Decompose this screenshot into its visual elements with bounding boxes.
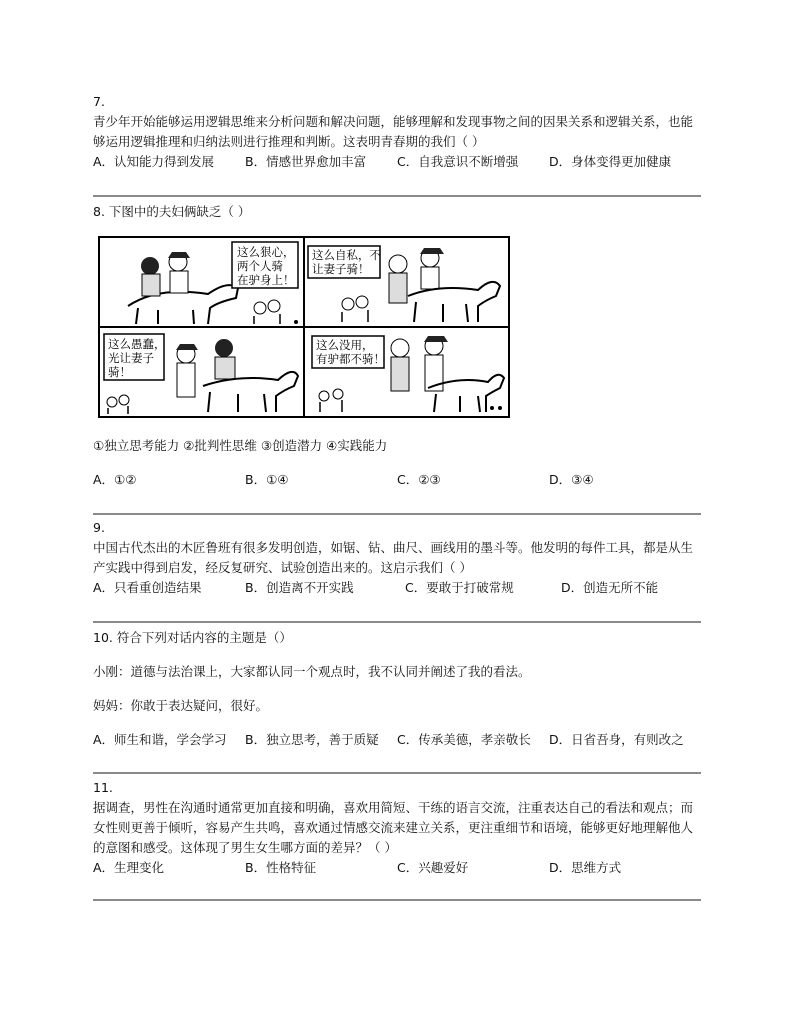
options-row: [93, 470, 701, 490]
option-b[interactable]: B．情感世界愈加丰富: [245, 154, 367, 169]
question-8: [93, 202, 701, 222]
option-d[interactable]: D．③④: [549, 472, 594, 487]
svg-text:在驴身上！: 在驴身上！: [237, 273, 295, 287]
svg-text:让妻子骑！: 让妻子骑！: [312, 262, 370, 276]
comic-illustration: [98, 236, 510, 418]
question-number: 7.: [93, 94, 105, 109]
divider: [93, 621, 701, 623]
option-b[interactable]: B．性格特征: [245, 860, 317, 875]
options-row: [93, 730, 701, 750]
question-7: [93, 92, 701, 172]
options-row: [93, 578, 701, 598]
question-8-choices: [93, 436, 701, 490]
option-d[interactable]: D．身体变得更加健康: [549, 154, 672, 169]
question-number: 11.: [93, 780, 113, 795]
divider: [93, 772, 701, 774]
svg-text:光让妻子: 光让妻子: [108, 351, 154, 365]
svg-text:这么自私，不: 这么自私，不: [312, 248, 381, 262]
option-c[interactable]: C．要敢于打破常规: [405, 580, 514, 595]
option-c[interactable]: C．自我意识不断增强: [397, 154, 519, 169]
svg-text:这么没用，: 这么没用，: [316, 338, 374, 352]
svg-text:这么愚蠢，: 这么愚蠢，: [108, 337, 166, 351]
option-b[interactable]: B．①④: [245, 472, 289, 487]
option-a[interactable]: A．认知能力得到发展: [93, 154, 215, 169]
options-row: [93, 858, 701, 878]
svg-text:有驴都不骑！: 有驴都不骑！: [316, 352, 385, 366]
option-d[interactable]: D．日省吾身，有则改之: [549, 732, 684, 747]
option-a[interactable]: A．师生和谐，学会学习: [93, 732, 227, 747]
option-d[interactable]: D．创造无所不能: [561, 580, 659, 595]
option-c[interactable]: C．兴趣爱好: [397, 860, 469, 875]
options-row: [93, 152, 701, 172]
choices-line: ①独立思考能力 ②批判性思维 ③创造潜力 ④实践能力: [93, 438, 388, 453]
option-c[interactable]: C．传承美德，孝亲敬长: [397, 732, 531, 747]
option-a[interactable]: A．只看重创造结果: [93, 580, 202, 595]
question-stem: 据调查，男性在沟通时通常更加直接和明确，喜欢用简短、干练的语言交流，注重表达自己的看法和观点；而女性则更善于倾听，容易产生共鸣，喜欢通过情感交流来建立关系，更注重细节和语境，能够更好地理解他人的意图和感受。这体现了男生女生哪方面的差异？（ ）: [93, 800, 694, 855]
divider: [93, 513, 701, 515]
question-stem: 中国古代杰出的木匠鲁班有很多发明创造，如锯、钻、曲尺、画线用的墨斗等。他发明的每件工具，都是从生产实践中得到启发，经反复研究、试验创造出来的。这启示我们（ ）: [93, 540, 694, 575]
question-stem: 青少年开始能够运用逻辑思维来分析问题和解决问题，能够理解和发现事物之间的因果关系和逻辑关系，也能够运用逻辑推理和归纳法则进行推理和判断。这表明青春期的我们（ ）: [93, 114, 694, 149]
speech-bubble-1: 这么狠心，: [237, 245, 295, 259]
question-stem: 8. 下图中的夫妇俩缺乏（ ）: [93, 204, 251, 219]
dialogue-line-mom: 妈妈：你敢于表达疑问，很好。: [93, 698, 269, 713]
svg-text:这么狠心，: [237, 245, 295, 259]
question-stem: 10. 符合下列对话内容的主题是（）: [93, 630, 292, 645]
option-d[interactable]: D．思维方式: [549, 860, 622, 875]
dialogue-line-xiaogang: 小刚：道德与法治课上，大家都认同一个观点时，我不认同并阐述了我的看法。: [93, 664, 531, 679]
option-c[interactable]: C．②③: [397, 472, 441, 487]
option-a[interactable]: A．生理变化: [93, 860, 165, 875]
divider: [93, 899, 701, 901]
option-b[interactable]: B．独立思考，善于质疑: [245, 732, 379, 747]
option-b[interactable]: B．创造离不开实践: [245, 580, 354, 595]
question-10: [93, 628, 701, 750]
svg-text:骑！: 骑！: [108, 365, 131, 379]
divider: [93, 195, 701, 197]
option-a[interactable]: A．①②: [93, 472, 137, 487]
question-11: [93, 778, 701, 878]
question-9: [93, 518, 701, 598]
question-number: 9.: [93, 520, 105, 535]
svg-text:两个人骑: 两个人骑: [237, 259, 283, 273]
